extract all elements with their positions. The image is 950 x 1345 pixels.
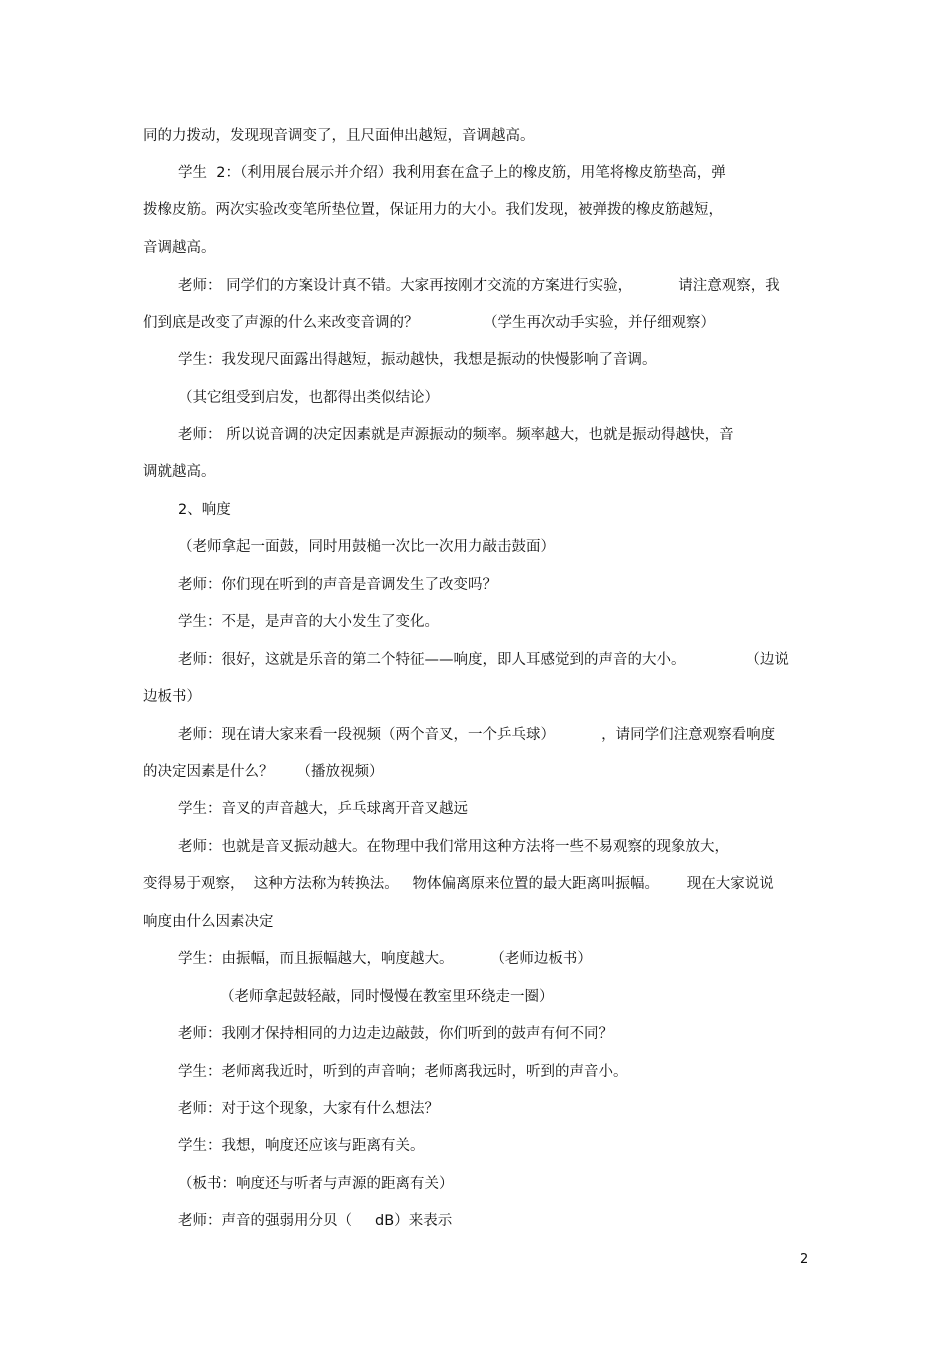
text-line: 同的力拨动，发现现音调变了，且尺面伸出越短，音调越高。	[143, 128, 535, 144]
text-line: 学生：我想，响度还应该与距离有关。	[178, 1138, 425, 1154]
text-line: 老师： 所以说音调的决定因素就是声源振动的频率。频率越大，也就是振动得越快，音	[178, 427, 734, 443]
text-line: （其它组受到启发，也都得出类似结论）	[178, 390, 439, 406]
text-line: 老师：也就是音叉振动越大。在物理中我们常用这种方法将一些不易观察的现象放大，	[178, 839, 729, 855]
text-line: 老师：你们现在听到的声音是音调发生了改变吗？	[178, 577, 497, 593]
section-heading: 2、响度	[178, 502, 231, 518]
text-line: 边板书）	[143, 689, 201, 705]
text-line: 调就越高。	[143, 464, 216, 480]
text-line: 学生：老师离我近时，听到的声音响；老师离我远时，听到的声音小。	[178, 1064, 628, 1080]
text-line: 拨橡皮筋。两次实验改变笔所垫位置，保证用力的大小。我们发现，被弹拨的橡皮筋越短，	[143, 202, 723, 218]
text-line: 学生：音叉的声音越大，乒乓球离开音叉越远	[178, 801, 468, 817]
text-line: 老师：很好，这就是乐音的第二个特征——响度，即人耳感觉到的声音的大小。 （边说	[178, 652, 789, 668]
text-line: 变得易于观察， 这种方法称为转换法。 物体偏离原来位置的最大距离叫振幅。 现在大家说说	[143, 876, 774, 892]
text-line: （板书：响度还与听者与声源的距离有关）	[178, 1176, 454, 1192]
text-line: （老师拿起一面鼓，同时用鼓槌一次比一次用力敲击鼓面）	[178, 539, 555, 555]
text-line: 学生：不是，是声音的大小发生了变化。	[178, 614, 439, 630]
text-line: 们到底是改变了声源的什么来改变音调的？ （学生再次动手实验，并仔细观察）	[143, 315, 716, 331]
text-line: 学生：我发现尺面露出得越短，振动越快，我想是振动的快慢影响了音调。	[178, 352, 657, 368]
text-line: 老师：我刚才保持相同的力边走边敲鼓，你们听到的鼓声有何不同？	[178, 1026, 613, 1042]
text-line: 老师：对于这个现象，大家有什么想法？	[178, 1101, 439, 1117]
text-line: 老师：现在请大家来看一段视频（两个音叉，一个乒乓球） ，请同学们注意观察看响度	[178, 727, 776, 743]
text-line: 的决定因素是什么？ （播放视频）	[143, 764, 384, 780]
text-line: 老师：声音的强弱用分贝（ dB）来表示	[178, 1213, 453, 1229]
text-line: 学生 2：（利用展台展示并介绍）我利用套在盒子上的橡皮筋，用笔将橡皮筋垫高，弹	[178, 165, 726, 181]
text-line: （老师拿起鼓轻敲，同时慢慢在教室里环绕走一圈）	[220, 989, 554, 1005]
text-line: 老师： 同学们的方案设计真不错。大家再按刚才交流的方案进行实验， 请注意观察，我	[178, 278, 780, 294]
text-line: 学生：由振幅，而且振幅越大，响度越大。 （老师边板书）	[178, 951, 592, 967]
page-number: 2	[800, 1252, 809, 1267]
text-line: 音调越高。	[143, 240, 216, 256]
text-line: 响度由什么因素决定	[143, 914, 274, 930]
